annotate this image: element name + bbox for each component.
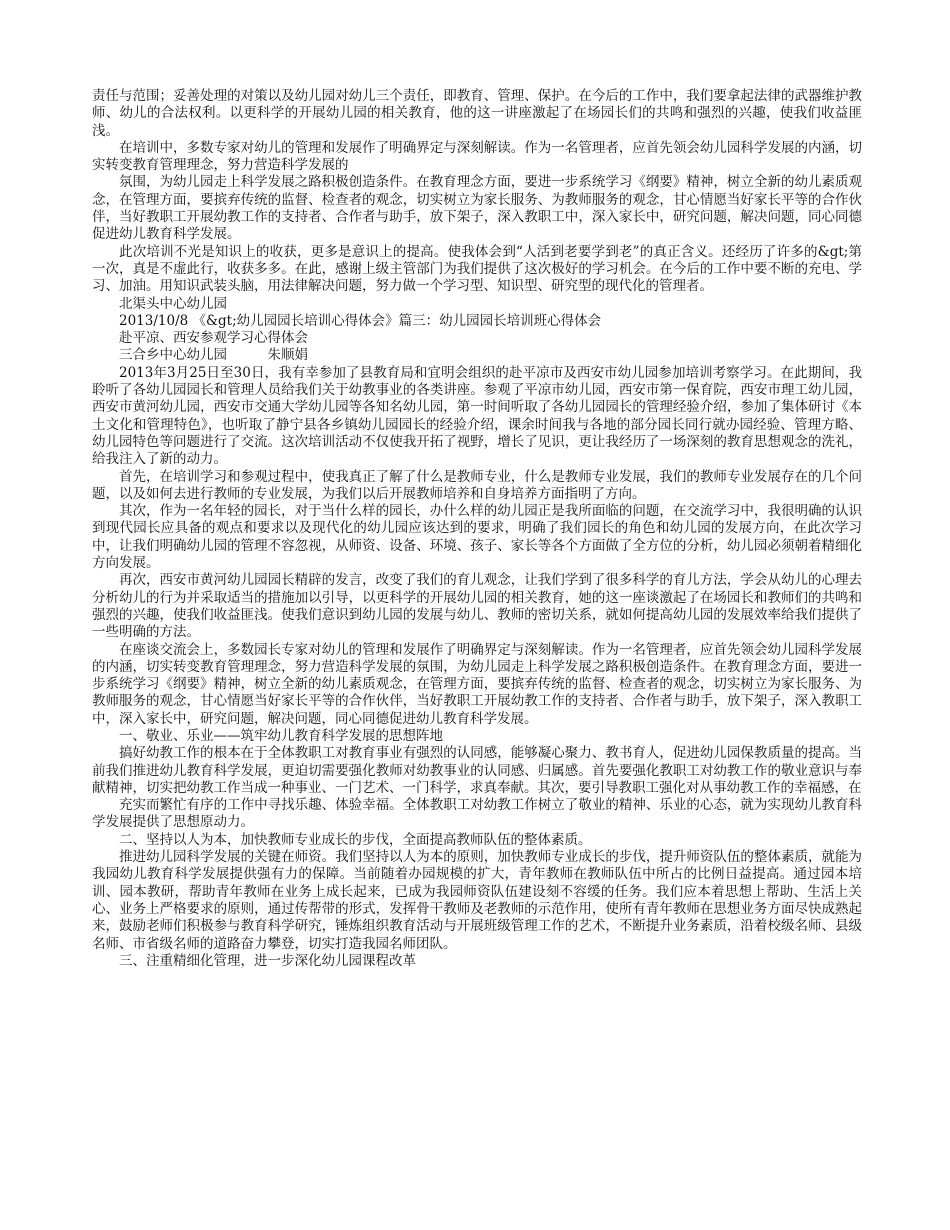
section-heading: 二、坚持以人为本，加快教师专业成长的步伐，全面提高教师队伍的整体素质。 <box>119 831 592 848</box>
article-title-line: 2013/10/8 《&gt;幼儿园园长培训心得体会》篇三：幼儿园园长培训班心得体会 <box>119 312 602 329</box>
paragraph: 责任与范围；妥善处理的对策以及幼儿园对幼儿三个责任，即教育、管理、保护。在今后的工作中，我们要拿起法律的武器维护教师、幼儿的合法权利。以更科学的开展幼儿园的相关教育，他的这一讲座激起了在场园长们的共鸣和强烈的兴趣，使我们收益匪浅。 <box>92 88 862 139</box>
paragraph: 氛围，为幼儿园走上科学发展之路积极创造条件。在教育理念方面，要进一步系统学习《纲要》精神，树立全新的幼儿素质观念，在管理方面，要摈弃传统的监督、检查者的观念，切实树立为家长服务、为教师服务的观念，甘心情愿当好家长平等的合作伙伴，当好教职工开展幼教工作的支持者、合作者与助手，放下架子，深入教职工中，深入家长中，研究问题，解决问题，同心同德促进幼儿教育科学发展。 <box>92 174 862 243</box>
school-signature: 北渠头中心幼儿园 <box>119 295 227 312</box>
paragraph: 其次，作为一名年轻的园长，对于当什么样的园长，办什么样的幼儿园正是我所面临的问题，在交流学习中，我很明确的认识到现代园长应具备的观点和要求以及现代化的幼儿园应该达到的要求，明确了我们园长的角色和幼儿园的发展方向，在此次学习中，让我们明确幼儿园的管理不容忽视，从师资、设备、环境、孩子、家长等各个方面做了全方位的分析，幼儿园必须朝着精细化方向发展。 <box>92 503 862 572</box>
paragraph: 再次，西安市黄河幼儿园园长精辟的发言，改变了我们的育儿观念，让我们学到了很多科学的育儿方法，学会从幼儿的心理去分析幼儿的行为并采取适当的措施加以引导，以更科学的开展幼儿园的相关教育，她的这一座谈激起了在场园长和教师们的共鸣和强烈的兴趣，使我们收益匪浅。使我们意识到幼儿园的发展与幼儿、教师的密切关系，就如何提高幼儿园的发展效率给我们提供了一些明确的方法。 <box>92 572 862 641</box>
paragraph: 推进幼儿园科学发展的关键在师资。我们坚持以人为本的原则，加快教师专业成长的步伐，提升师资队伍的整体素质，就能为我园幼儿教育科学发展提供强有力的保障。当前随着办园规模的扩大，青年教师在教师队伍中所占的比例日益提高。通过园本培训、园本教研，帮助青年教师在业务上成长起来，已成为我园师资队伍建设刻不容缓的任务。我们应本着思想上帮助、生活上关心、业务上严格要求的原则，通过传帮带的形式，发挥骨干教师及老教师的示范作用，使所有青年教师在思想业务方面尽快成熟起来，鼓励老师们积极参与教育科学研究，锤炼组织教育活动与开展班级管理工作的艺术，不断提升业务素质，沿着校级名师、县级名师、市省级名师的道路奋力攀登，切实打造我园名师团队。 <box>92 849 862 952</box>
paragraph: 首先，在培训学习和参观过程中，使我真正了解了什么是教师专业，什么是教师专业发展，我们的教师专业发展存在的几个问题，以及如何去进行教师的专业发展，为我们以后开展教师培养和自身培养方面指明了方向。 <box>92 468 862 502</box>
document-body <box>92 88 862 970</box>
paragraph: 在座谈交流会上，多数园长专家对幼儿的管理和发展作了明确界定与深刻解读。作为一名管理者，应首先领会幼儿园科学发展的内涵，切实转变教育管理理念，努力营造科学发展的氛围，为幼儿园走上科学发展之路积极创造条件。在教育理念方面，要进一步系统学习《纲要》精神，树立全新的幼儿素质观念，在管理方面，要摈弃传统的监督、检查者的观念，切实树立为家长服务、为教师服务的观念，甘心情愿当好家长平等的合作伙伴，当好教职工开展幼教工作的支持者、合作者与助手，放下架子，深入教职工中，深入家长中，研究问题，解决问题，同心同德促进幼儿教育科学发展。 <box>92 641 862 727</box>
paragraph: 充实而繁忙有序的工作中寻找乐趣、体验幸福。全体教职工对幼教工作树立了敬业的精神、乐业的心态，就为实现幼儿教育科学发展提供了思想原动力。 <box>92 797 862 831</box>
paragraph: 此次培训不光是知识上的收获，更多是意识上的提高。使我体会到“人活到老要学到老”的真正含义。还经历了许多的&gt;第一次，真是不虚此行，收获多多。在此，感谢上级主管部门为我们提供了这次极好的学习机会。在今后的工作中要不断的充电、学习、加油。用知识武装头脑，用法律解决问题，努力做一个学习型、知识型、研究型的现代化的管理者。 <box>92 243 862 295</box>
paragraph: 搞好幼教工作的根本在于全体教职工对教育事业有强烈的认同感，能够凝心聚力、教书育人，促进幼儿园保教质量的提高。当前我们推进幼儿教育科学发展，更迫切需要强化教师对幼教事业的认同感、归属感。首先要强化教职工对幼教工作的敬业意识与奉献精神，切实把幼教工作当成一种事业、一门艺术、一门科学，求真奉献。其次，要引导教职工强化对从事幼教工作的幸福感，在 <box>92 745 862 796</box>
paragraph: 2013年3月25日至30日，我有幸参加了县教育局和宜明会组织的赴平凉市及西安市幼儿园参加培训考察学习。在此期间，我聆听了各幼儿园园长和管理人员给我们关于幼教事业的各类讲座。参观了平凉市幼儿园，西安市第一保育院，西安市理工幼儿园，西安市黄河幼儿园，西安市交通大学幼儿园等各知名幼儿园，第一时间听取了各幼儿园园长的管理经验介绍，参加了集体研讨《本土文化和管理特色》，也听取了静宁县各乡镇幼儿园园长的经验介绍，课余时间我与各地的部分园长同行就办园经验、管理方略、幼儿园特色等问题进行了交流。这次培训活动不仅使我开拓了视野，增长了见识，更让我经历了一场深刻的教育思想观念的洗礼，给我注入了新的动力。 <box>92 364 862 468</box>
paragraph: 在培训中，多数专家对幼儿的管理和发展作了明确界定与深刻解读。作为一名管理者，应首先领会幼儿园科学发展的内涵，切实转变教育管理理念，努力营造科学发展的 <box>92 139 862 174</box>
section-heading: 三、注重精细化管理，进一步深化幼儿园课程改革 <box>119 952 416 969</box>
article-subtitle: 赴平凉、西安参观学习心得体会 <box>119 330 308 347</box>
author-line: 三合乡中心幼儿园 朱顺娟 <box>119 347 308 364</box>
section-heading: 一、敬业、乐业——筑牢幼儿教育科学发展的思想阵地 <box>119 727 443 744</box>
